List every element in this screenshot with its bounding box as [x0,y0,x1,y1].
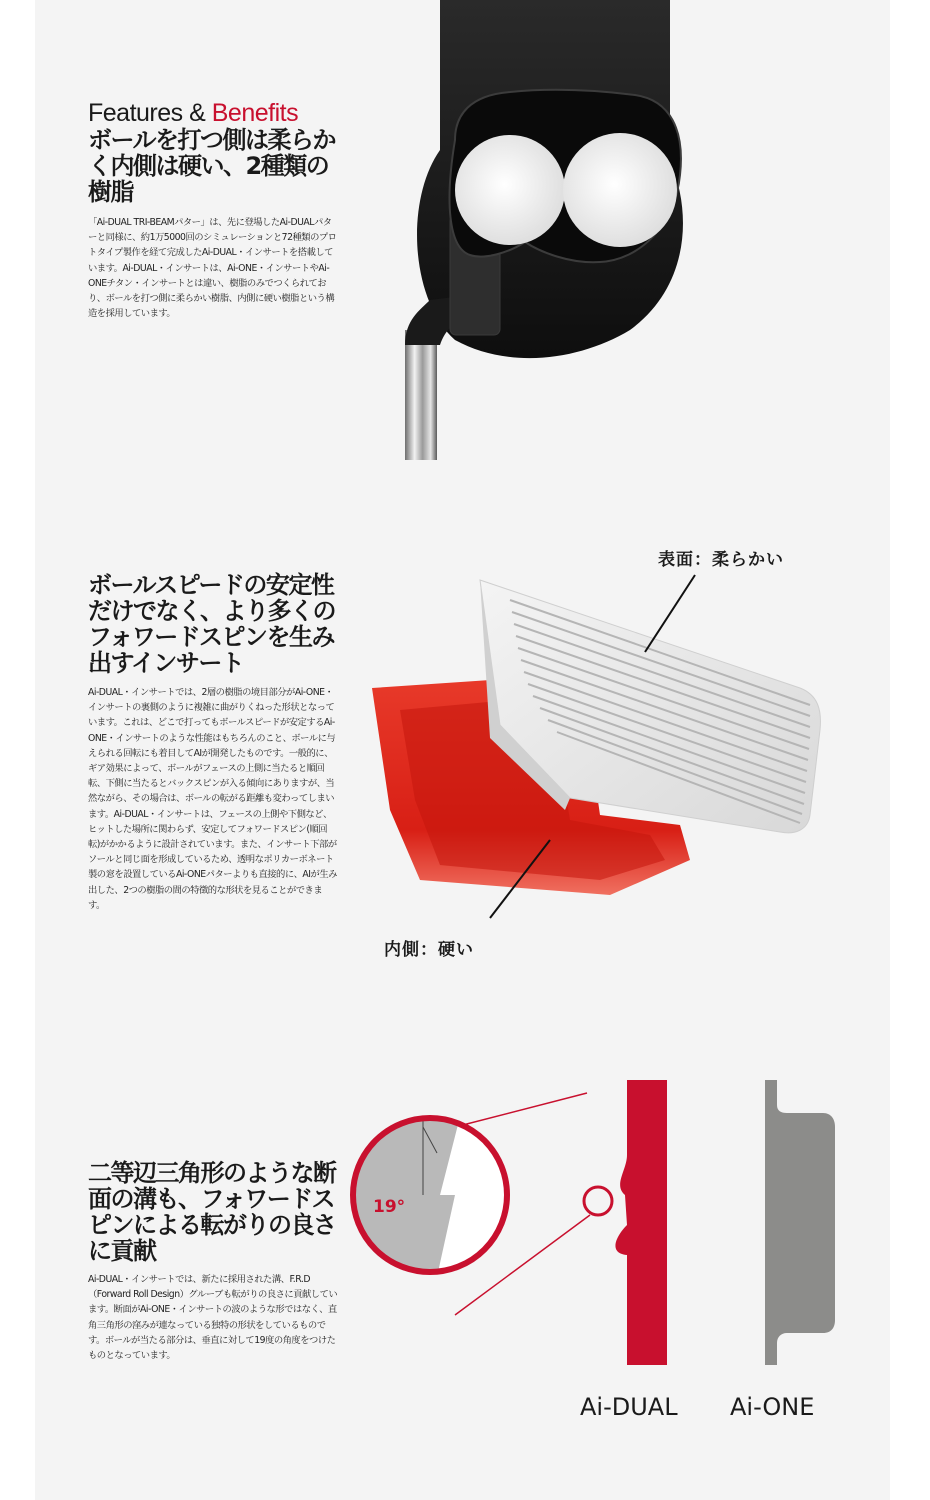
surface-leader-line [645,575,695,652]
shaft [405,330,437,460]
groove-highlight-circle [584,1187,612,1215]
alignment-disc-left [455,135,565,245]
features-benefits-title [88,100,338,126]
surface-callout: 表面：柔らかい [658,550,784,570]
section1-heading: ボールを打つ側は柔らかく内側は硬い、2種類の樹脂 [88,126,336,206]
section2-body: Ai-DUAL・インサートでは、2層の樹脂の境目部分がAi-ONE・インサートの裏側のように複雑に曲がりくねった形状となっています。これは、どこで打ってもボールスピードが安定するAi-ONE・インサートのような性能はもちろんのこと、ボールに与えられる回転にも着目してAIが開発したものです。一般的に、ギア効果によって、ボールがフェースの上側に当たると順回転、下側に当たるとバックスピンが入る傾向にありますが、当然ながら、その場合は、ボールの転がる距離も変わってしまいます。Ai-DUAL・インサートは、フェースの上側や下側など、ヒットした場所に関わらず、安定してフォワードスピン(順回転)がかかるように設計されています。また、インサート下部がソールと同じ面を形成しているため、透明なポリカーボネート製の窓を設置しているAi-ONEパターよりも直接的に、AIが生み出した、2つの樹脂の間の特徴的な形状を見ることができます。 [88,687,337,911]
insert-exploded-diagram [360,560,840,920]
ai-dual-profile [615,1080,667,1365]
features-label: Features & [88,99,206,127]
section2-heading: ボールスピードの安定性だけでなく、より多くのフォワードスピンを生み出すインサート [88,571,336,677]
ai-dual-caption: Ai-DUAL [580,1393,678,1421]
alignment-disc-right [563,133,677,247]
putter-head-image [400,0,700,460]
inner-callout: 内側：硬い [384,940,474,960]
groove-cross-section-diagram [345,1075,845,1435]
ai-one-profile [765,1080,835,1365]
features-section [88,100,338,321]
angle-label: 19° [373,1197,406,1217]
section3-body: Ai-DUAL・インサートでは、新たに採用された溝、F.R.D（Forward Roll Design）グルーブも転がりの良さに貢献しています。断面がAi-ONE・インサートの波のような形ではなく、直角三角形の窪みが連なっている独特の形状をしているものです。ボールが当たる部分は、垂直に対して19度の角度をつけたものとなっています。 [88,1274,338,1362]
section1-body: 「Ai-DUAL TRI-BEAMパター」は、先に登場したAi-DUALパターと同様に、約1万5000回のシミュレーションと72種類のプロトタイプ製作を経て完成したAi-DUAL・インサートを搭載しています。Ai-DUAL・インサートは、Ai-ONE・インサートやAi-ONEチタン・インサートとは違い、樹脂のみでつくられており、ボールを打つ側に柔らかい樹脂、内側に硬い樹脂という構造を採用しています。 [88,217,337,320]
ai-one-caption: Ai-ONE [730,1393,815,1421]
insert-section [88,572,338,913]
zoom-circle [345,1105,507,1295]
section3-heading: 二等辺三角形のような断面の溝も、フォワードスピンによる転がりの良さに貢献 [88,1159,336,1265]
groove-section [88,1160,338,1363]
zoom-line-top [455,1093,587,1127]
benefits-label: Benefits [211,99,299,127]
